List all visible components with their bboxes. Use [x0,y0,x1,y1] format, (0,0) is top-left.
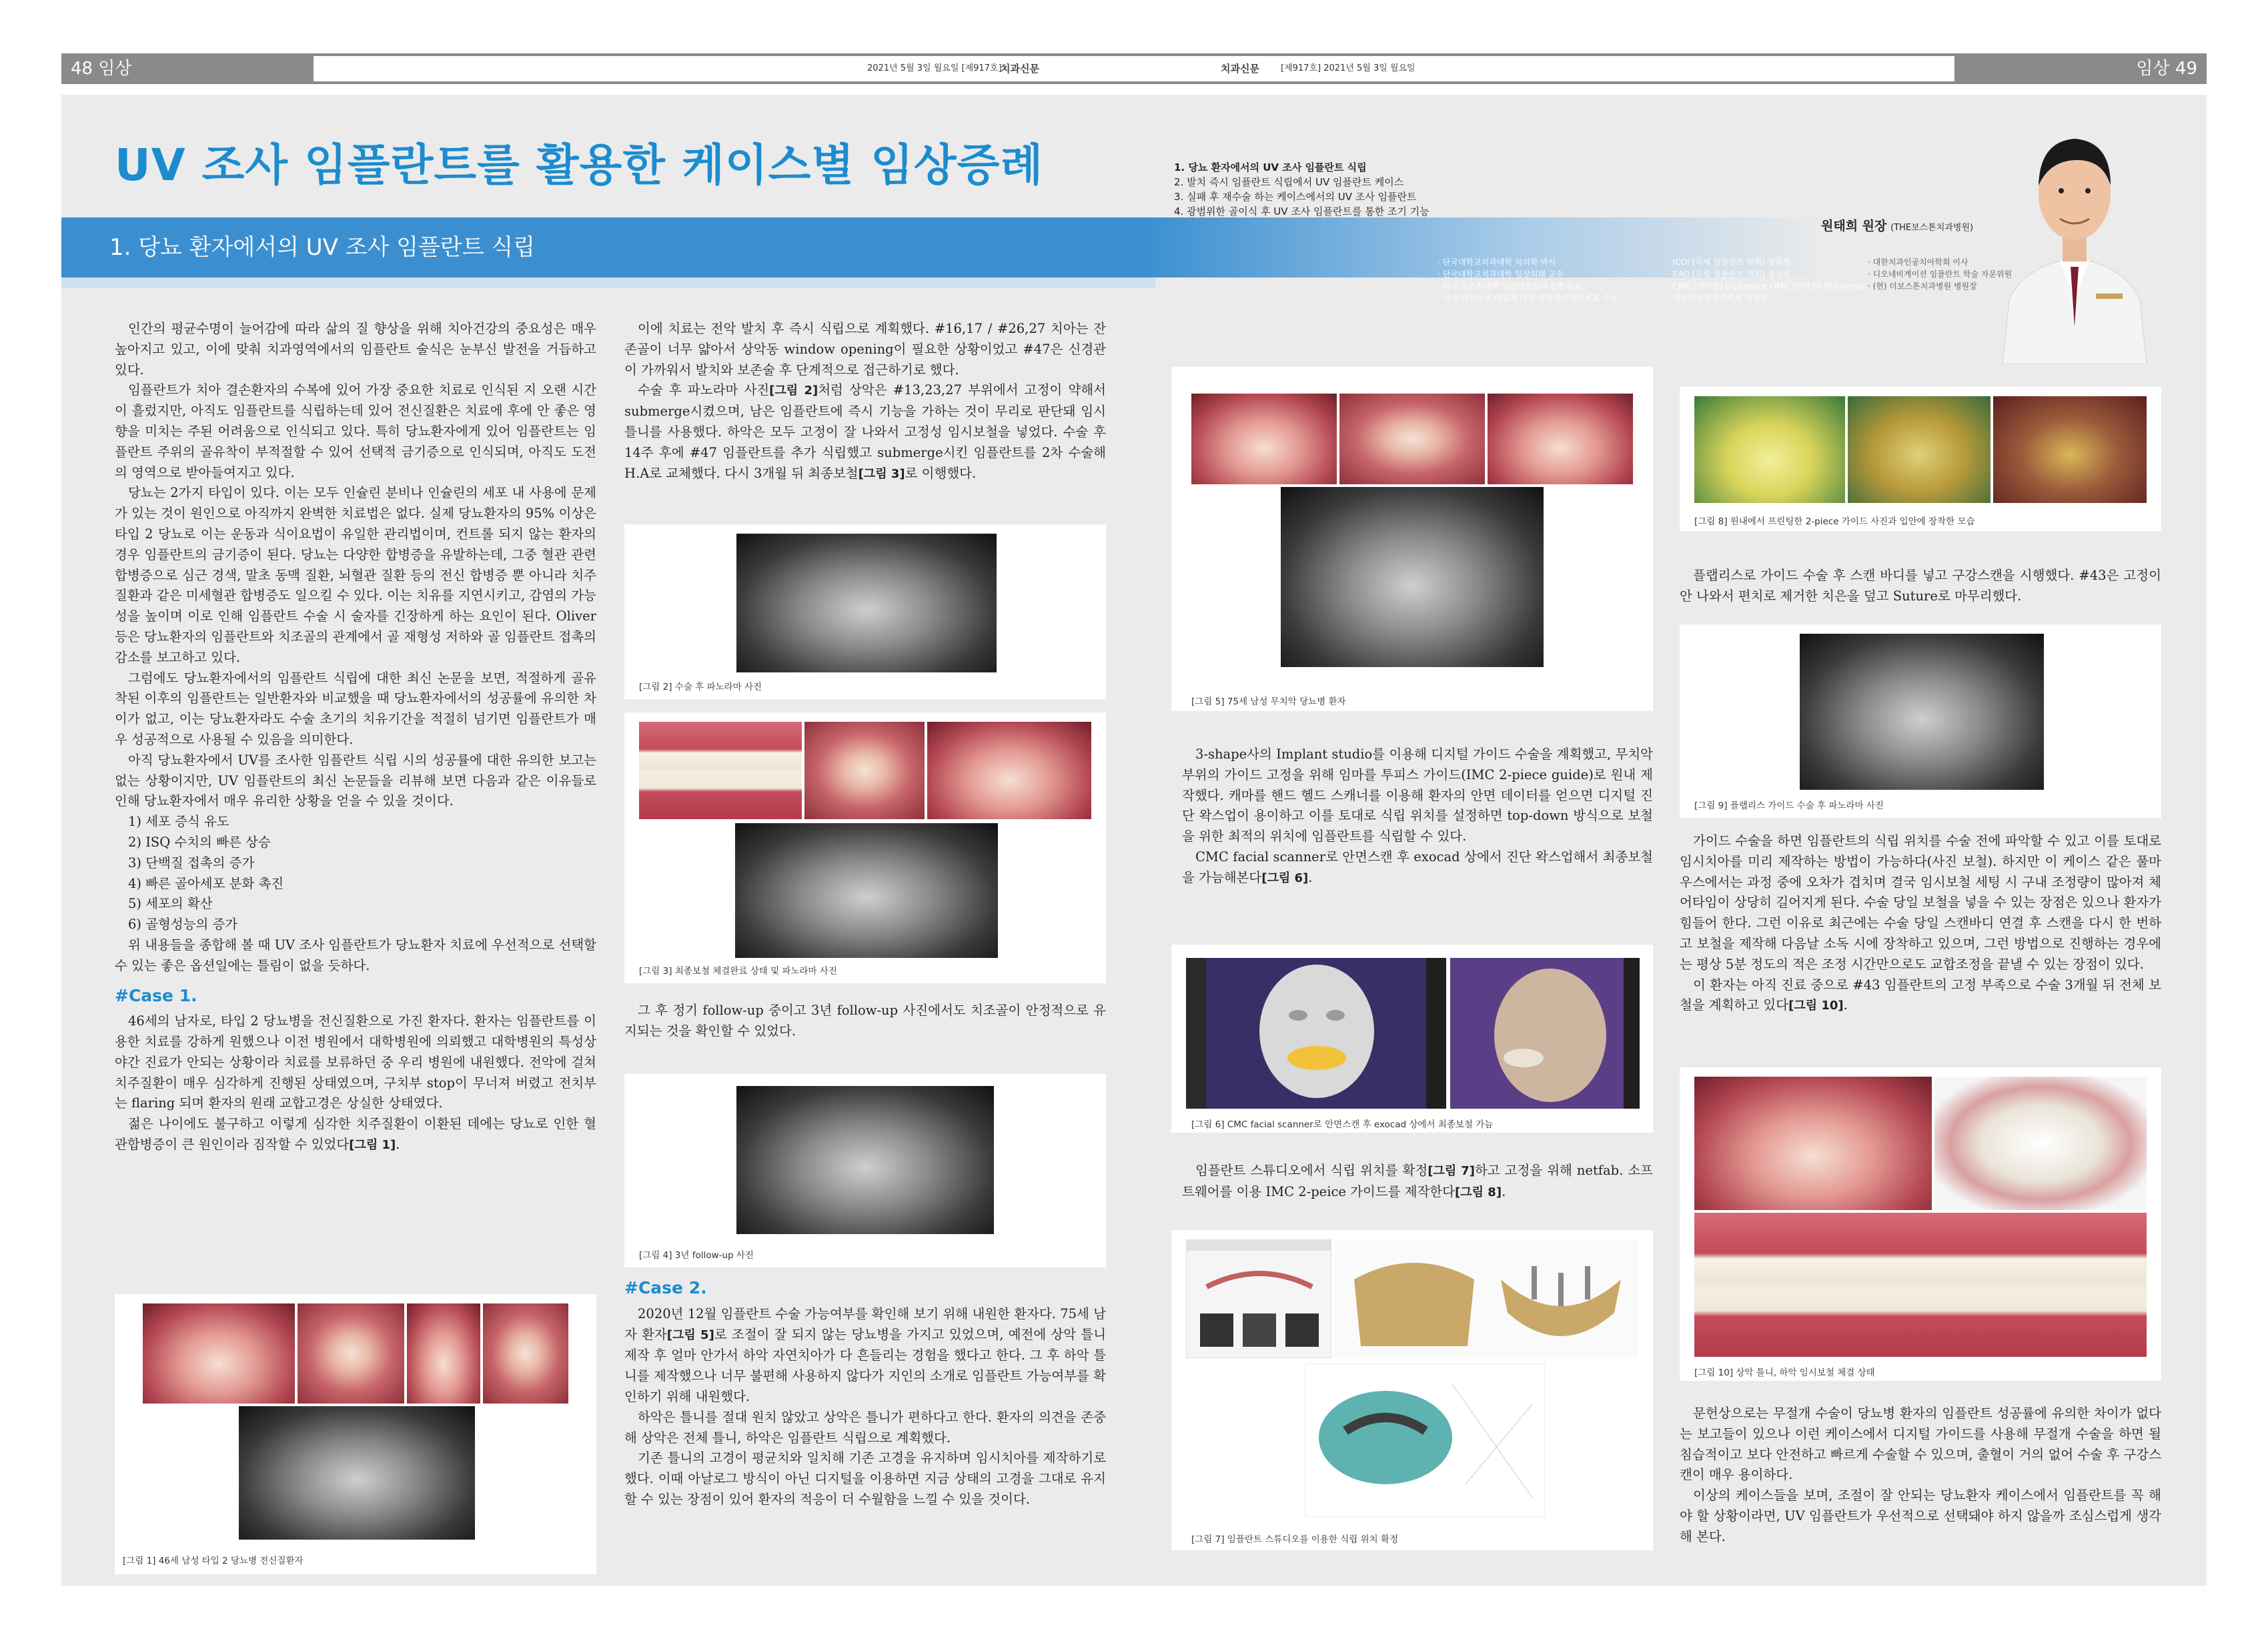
figure-8 [1680,387,2161,531]
credential: · (현) 더보스톤치과병원 병원장 [1868,282,1977,291]
column-4c [1680,1404,2161,1548]
figure-ref: [그림 5] [666,1327,714,1342]
figure-ref: [그림 3] [858,466,905,481]
prosthesis-photo [804,722,925,819]
paragraph: 인간의 평균수명이 늘어감에 따라 삶의 질 향상을 위해 치아건강의 중요성은 매우 높아지고 있고, 이에 맞춰 치과영역에서의 임플란트 술식은 눈부신 발전을 거듭하고 있다. [115,321,596,378]
intraoral-photo [1694,1077,1932,1210]
paragraph-text: 2020년 12월 임플란트 수술 가능여부를 확인해 보기 위해 내원한 환자다. 75세 남자 환자 [624,1305,1106,1342]
paragraph-text: 처럼 상악은 #13,23,27 부위에서 고정이 약해서 submerge시켰으며, 남은 임플란트에 즉시 기능을 가하는 것이 무리로 판단돼 임시틀니를 사용했다. 하악은 모두 고정이 잘 나와서 고정성 임시보철을 넣었다. 수술 후 14주 후에 #47 임플란트를 추가 식립했고 submerge시킨 임플란트를 2차 수술해 H.A로 교체했다. 다시 3개월 뒤 최종보철 [624,382,1106,481]
panoramic-xray [1800,634,2044,790]
author-portrait [1996,100,2153,364]
paragraph: 문헌상으로는 무절개 수술이 당뇨병 환자의 임플란트 성공률에 유의한 차이가 없다는 보고들이 있으나 이런 케이스에서 디지털 가이드를 사용해 무절개 수술을 하면 될 침습적이고 보다 안전하고 빠르게 수술할 수 있으며, 출혈이 거의 없어 수술 후 구강스캔이 매우 용이하다. [1680,1406,2161,1483]
figure-7 [1171,1230,1653,1550]
figure-ref: [그림 2] [769,384,818,398]
credential: · 미국 보스톤대학 임플란트학과 C/E 수료 [1438,282,1582,291]
implant-plan-render [1187,1240,1331,1358]
guide-in-mouth-photo [1993,396,2147,503]
prosthesis-photo [927,722,1091,819]
credential: · 디오네비게이션 임플란트 학술 자문위원 [1868,269,2013,279]
paragraph: 46세의 남자로, 타입 2 당뇨병을 전신질환으로 가진 환자다. 환자는 임플란트를 이용한 치료를 강하게 원했으나 이전 병원에서 대학병원에 의뢰했고 대학병원의 특성상 야간 진료가 안되는 상황이라 치료를 보류하던 중 우리 병원에 내원했다. 전악에 걸쳐 치주질환이 매우 심각하게 진행된 상태였으며, 구치부 stop이 무너져 버렸고 전치부는 flaring 되며 환자의 원래 교합고경은 상실한 상태였다. [115,1013,596,1111]
left-paper-name: 치과신문 [1001,63,1039,75]
3d-render [1305,1364,1545,1517]
paragraph: 이 환자는 아직 진료 중으로 #43 임플란트의 고정 부족으로 수술 3개월 뒤 전체 보철을 계획하고 있다[그림 10]. [1680,977,2161,1013]
prosthesis-photo [639,722,802,819]
credential: · 대한치과인공치아학회 이사 [1868,257,1968,267]
figure-10 [1680,1067,2161,1381]
paragraph-text: 이 환자는 아직 진료 중으로 #43 임플란트의 고정 부족으로 수술 3개월 뒤 전체 보철을 계획하고 있다 [1680,977,2161,1013]
figure-1 [115,1294,596,1574]
credential: · 미국 텍사스주 베일러 대학 임플란트학과 C/E 수료 [1438,294,1618,303]
right-paper-name: 치과신문 [1221,63,1259,75]
column-3b [1182,1161,1653,1203]
face-profile-render [1450,958,1640,1109]
jaw-model-render [1334,1239,1638,1358]
paragraph: 플랩리스로 가이드 수술 후 스캔 바디를 넣고 구강스캔을 시행했다. #43은 고정이 안 나와서 편치로 제거한 치은을 덮고 Suture로 마무리했다. [1680,568,2161,604]
paragraph: 당뇨는 2가지 타입이 있다. 이는 모두 인슐린 분비나 인슐린의 세포 내 사용에 문제가 있는 것이 원인으로 아직까지 완벽한 치료법은 없다. 실제 당뇨환자의 95% 이상은 타입 2 당뇨로 이는 운동과 식이요법이 유일한 관리법이며, 컨트롤 되지 않는 환자의 경우 임플란트의 금기증이 된다. 당뇨는 다양한 합병증을 유발하는데, 그중 혈관 관련 합병증으로 심근 경색, 말초 동맥 질환, 뇌혈관 질환 등의 전신 합병증 뿐 아니라 치주질환과 같은 미세혈관 합병증도 일으킬 수 있다. 이는 치유를 지연시키고, 감염의 가능성을 높이며 이로 인해 임플란트 수술 시 술자를 긴장하게 하는 요인이 된다. Oliver 등은 당뇨환자의 임플란트와 치조골의 관계에서 골 재형성 저하와 골 임플란트 접촉의 감소를 보고하고 있다. [115,485,596,665]
figure-caption: [그림 1] 46세 남성 타입 2 당뇨병 전신질환자 [123,1556,304,1566]
figure-ref: [그림 7] [1428,1164,1476,1178]
figure-ref: [그림 1] [349,1138,396,1153]
paragraph: 3-shape사의 Implant studio를 이용해 디지털 가이드 수술을 계획했고, 무치악 부위의 가이드 고정을 위해 임마를 투피스 가이드(IMC 2-piece guide)로 원내 제작했다. 캐마를 핸드 헬드 스캐너를 이용해 환자의 안면 데이터를 얻으면 디지털 진단 왁스업이 용이하고 이를 토대로 식립 위치를 설정하면 top-down 방식으로 보철을 위한 최적의 위치에 임플란트를 식립할 수 있다. [1182,746,1653,845]
left-page-number: 48 임상 [71,59,132,79]
figure-ref: [그림 8] [1455,1185,1502,1199]
figure-4 [624,1074,1106,1267]
figure-caption: [그림 3] 최종보철 체결완료 상태 및 파노라마 사진 [639,966,837,977]
paragraph [624,380,1106,484]
intraoral-photo [143,1303,295,1404]
intraoral-photo [1488,394,1633,484]
figure-ref: [그림 10] [1788,999,1844,1013]
paragraph: 그럼에도 당뇨환자에서의 임플란트 식립에 대한 최신 논문을 보면, 적절하게 골유착된 이후의 임플란트는 일반환자와 비교했을 때 당뇨환자에서의 성공률에 유의한 차이가 없고, 이는 당뇨환자라도 수술 초기의 치유기간을 적절히 넘기면 임플란트가 매우 성공적으로 사용될 수 있음을 의미한다. [115,670,596,747]
case-1-heading: #Case 1. [115,985,197,1005]
article-title: UV 조사 임플란트를 활용한 케이스별 임상증례 [115,139,1044,191]
figure-ref: [그림 6] [1261,871,1309,885]
column-2c [624,1278,1106,1510]
paragraph [624,1304,1106,1408]
list-item: 1) 세포 증식 유도 [128,814,229,830]
credential: · CMC (캐마플) Diplomate / IMC (임마플) Fellowship [1668,282,1866,291]
paragraph: 이에 치료는 전악 발치 후 즉시 식립으로 계획했다. #16,17 / #26,27 치아는 잔존골이 너무 얇아서 상악동 window opening이 필요한 상황이었고 #47은 신경관이 가까워서 발치와 보존술 후 단계적으로 접근하기로 했다. [624,321,1106,378]
printed-guide-photo [1848,396,1991,503]
section-underline [61,278,1155,288]
paragraph: CMC facial scanner로 안면스캔 후 exocad 상에서 진단 왁스업해서 최종보철을 가늠해본다[그림 6]. [1182,849,1653,885]
paragraph: 기존 틀니의 고경이 평균치와 일치해 기존 고경을 유지하며 임시치아를 제작하기로 했다. 이때 아날로그 방식이 아닌 디지털을 이용하면 지금 상태의 고경을 그대로 유지할 수 있는 장점이 있어 환자의 적응이 더 수월함을 느낄 수 있을 것이다. [624,1450,1106,1507]
guide-model-render [1305,1364,1545,1517]
list-item: 5) 세포의 확산 [128,896,213,912]
paragraph: 임플란트 스튜디오에서 식립 위치를 확정[그림 7]하고 고정을 위해 netfab. 소프트웨어를 이용 IMC 2-peice 가이드를 제작한다[그림 8]. [1182,1163,1653,1199]
paragraph: 가이드 수술을 하면 임플란트의 식립 위치를 수술 전에 파악할 수 있고 이를 토대로 임시치아를 미리 제작하는 방법이 가능하다(사진 보철). 하지만 이 케이스 같은 풀마우스에서는 과정 중에 오차가 겹치며 결국 임시보철 세팅 시 구내 조정량이 많아져 체어타임이 상당히 길어지게 된다. 수술 당일 보철을 넣을 수 있는 장점은 있으나 환자가 힘들어 한다. 그런 이유로 최근에는 수술 당일 스캔바디 연결 후 스캔을 다시 한 번하고 보철을 제작해 다음날 소독 시에 장착하고 있으며, 그런 방법으로 진행하는 경우에는 평상 5분 정도의 적은 조정 시간만으로도 교합조정을 끝낼 수 있는 장점이 있다. [1680,833,2161,972]
figure-caption: [그림 2] 수술 후 파노라마 사진 [639,682,762,692]
left-issue-meta: 2021년 5월 3일 월요일 [제917호] [867,63,1002,73]
figure-5 [1171,367,1653,711]
intraoral-photo [1339,394,1485,484]
right-issue-meta: [제917호] 2021년 5월 3일 월요일 [1281,63,1415,73]
intraoral-photo [1191,394,1337,484]
column-3 [1182,744,1653,889]
paragraph: 하악은 틀니를 절대 원치 않았고 상악은 틀니가 편하다고 한다. 환자의 의견을 존중해 상악은 전체 틀니, 하악은 임플란트 식립으로 계획했다. [624,1409,1106,1446]
case-2-heading: #Case 2. [624,1278,707,1297]
column-2 [624,319,1106,484]
series-toc [1174,160,1430,219]
column-4 [1680,566,2161,607]
author-credentials-col1 [1438,256,1618,304]
author-name: 원태희 원장 [1821,219,1887,233]
paragraph-text: 임플란트 스튜디오에서 식립 위치를 확정 [1195,1163,1428,1178]
paragraph: 아직 당뇨환자에서 UV를 조사한 임플란트 식립 시의 성공률에 대한 유의한 보고는 없는 상황이지만, UV 임플란트의 최신 논문들을 리뷰해 보면 다음과 같은 이유들로 인해 당뇨환자에서 매우 유리한 상황을 얻을 수 있을 것이다. [115,752,596,809]
paragraph-text: 로 이행했다. [905,465,977,481]
figure-3 [624,712,1106,983]
credential: · EAO (유럽 임플란트 학회) 정회원 [1668,269,1791,279]
panoramic-xray [736,534,997,672]
paragraph: 젊은 나이에도 불구하고 이렇게 심각한 치주질환이 이환된 데에는 당뇨로 인한 혈관합병증이 큰 원인이라 짐작할 수 있었다[그림 1]. [115,1116,596,1153]
prosthesis-photo [1934,1077,2147,1210]
author-affiliation: (THE보스톤치과병원) [1890,223,1974,233]
figure-caption: [그림 8] 원내에서 프린팅한 2-piece 가이드 사진과 입안에 장착한 모습 [1694,516,1975,527]
paragraph-text: 하고 고정을 위해 netfab. 소프트웨어를 이용 IMC 2-peice 가이드를 제작한다 [1182,1163,1653,1199]
facial-scan-screenshot [1186,958,1446,1109]
list-item: 3) 단백질 접촉의 증가 [128,855,255,871]
paragraph-text: 젊은 나이에도 불구하고 이렇게 심각한 치주질환이 이환된 데에는 당뇨로 인한 혈관합병증이 큰 원인이라 짐작할 수 있었다 [115,1116,596,1153]
credential: · 대한디지털치의학회 정회원 [1668,294,1768,303]
paragraph: 임플란트가 치아 결손환자의 수복에 있어 가장 중요한 치료로 인식된 지 오랜 시간이 흘렀지만, 아직도 임플란트를 식립하는데 있어 전신질환은 치료에 후에 안 좋은 영향을 미치는 주된 어려움으로 인식되고 있다. 특히 당뇨환자에게 있어 임플란트는 임플란트 주위의 골유착이 부적절할 수 있어 선택적 금기증으로 인식되며, 아직도 도전의 영역으로 받아들여지고 있다. [115,382,596,480]
right-page-number: 임상 49 [2136,59,2197,79]
column-2b [624,1001,1106,1042]
facial-scan-screenshot [1450,958,1640,1109]
credential: · 단국대학교치과대학 임상외래 교수 [1438,269,1564,279]
figure-caption: [그림 5] 75세 남성 무치악 당뇨병 환자 [1191,696,1346,707]
paragraph-text: 수술 후 파노라마 사진 [638,382,770,398]
toc-item: 4. 광범위한 골이식 후 UV 조사 임플란트를 통한 조기 기능 [1174,205,1430,217]
printed-guide-photo [1694,396,1845,503]
column-1 [115,319,596,1156]
figure-caption: [그림 6] CMC facial scanner로 안면스캔 후 exocad 상에서 최종보철 가늠 [1191,1119,1494,1130]
panoramic-xray [239,1406,475,1540]
intraoral-photo [483,1303,568,1404]
list-item: 4) 빠른 골아세포 분화 촉진 [128,875,284,891]
intraoral-photo [407,1303,480,1404]
figure-9 [1680,624,2161,818]
figure-caption: [그림 7] 임플란트 스튜디오를 이용한 식립 위치 확정 [1191,1534,1398,1545]
masthead-strip [314,56,1954,81]
figure-caption: [그림 9] 플랩리스 가이드 수술 후 파노라마 사진 [1694,800,1884,811]
section-title: 1. 당뇨 환자에서의 UV 조사 임플란트 식립 [109,234,536,261]
toc-item: 2. 발치 즉시 임플란트 식립에서 UV 임플란트 케이스 [1174,176,1404,188]
paragraph-text: CMC facial scanner로 안면스캔 후 exocad 상에서 진단 왁스업해서 최종보철을 가늠해본다 [1182,849,1653,885]
credential: · ICOI (국제 임플란트 학회) 정회원 [1668,257,1791,267]
author-byline [1821,216,1973,234]
toc-item: 3. 실패 후 재수술 하는 케이스에서의 UV 조사 임플란트 [1174,191,1417,203]
list-item: 6) 골형성능의 증가 [128,917,238,933]
toc-item: 1. 당뇨 환자에서의 UV 조사 임플란트 식립 [1174,161,1367,173]
face-scan-render [1186,958,1446,1109]
paragraph: 이상의 케이스들을 보며, 조절이 잘 안되는 당뇨환자 케이스에서 임플란트를 꼭 해야 할 상황이라면, UV 임플란트가 우선적으로 선택돼야 하지 않을까 조심스럽게 생각해 본다. [1680,1488,2161,1544]
paragraph: 그 후 정기 follow-up 중이고 3년 follow-up 사진에서도 치조골이 안정적으로 유지되는 것을 확인할 수 있었다. [624,1003,1106,1039]
software-screenshot [1186,1239,1331,1358]
paragraph-text: 로 조절이 잘 되지 않는 당뇨병을 가지고 있었으며, 예전에 상악 틀니 제작 후 얼마 안가서 하악 자연치아가 다 흔들리는 경험을 했다고 한다. 그 후 하악 틀니를 제작했으나 너무 불편해 사용하지 않다가 지인의 소개로 임플란트 가능여부를 확인하기 위해 내원했다. [624,1326,1106,1404]
panoramic-xray [736,1086,994,1234]
panoramic-xray [1281,487,1544,667]
prosthesis-in-mouth-photo [1694,1213,2147,1357]
3d-render [1334,1239,1638,1358]
paragraph: 위 내용들을 종합해 볼 때 UV 조사 임플란트가 당뇨환자 치료에 우선적으로 선택할 수 있는 좋은 옵션일에는 틀림이 없을 듯하다. [115,937,596,973]
author-credentials-col2 [1668,256,1865,304]
author-credentials-col3 [1868,256,2012,292]
figure-caption: [그림 10] 상악 틀니, 하악 임시보철 체결 상태 [1694,1368,1875,1378]
credential: · 단국대학교치과대학 치의학 박사 [1438,257,1556,267]
panoramic-xray [735,823,998,958]
figure-2 [624,524,1106,699]
figure-caption: [그림 4] 3년 follow-up 사진 [639,1250,754,1261]
intraoral-photo [298,1303,404,1404]
column-4b [1680,831,2161,1017]
list-item: 2) ISQ 수치의 빠른 상승 [128,834,271,850]
figure-6 [1171,945,1653,1133]
